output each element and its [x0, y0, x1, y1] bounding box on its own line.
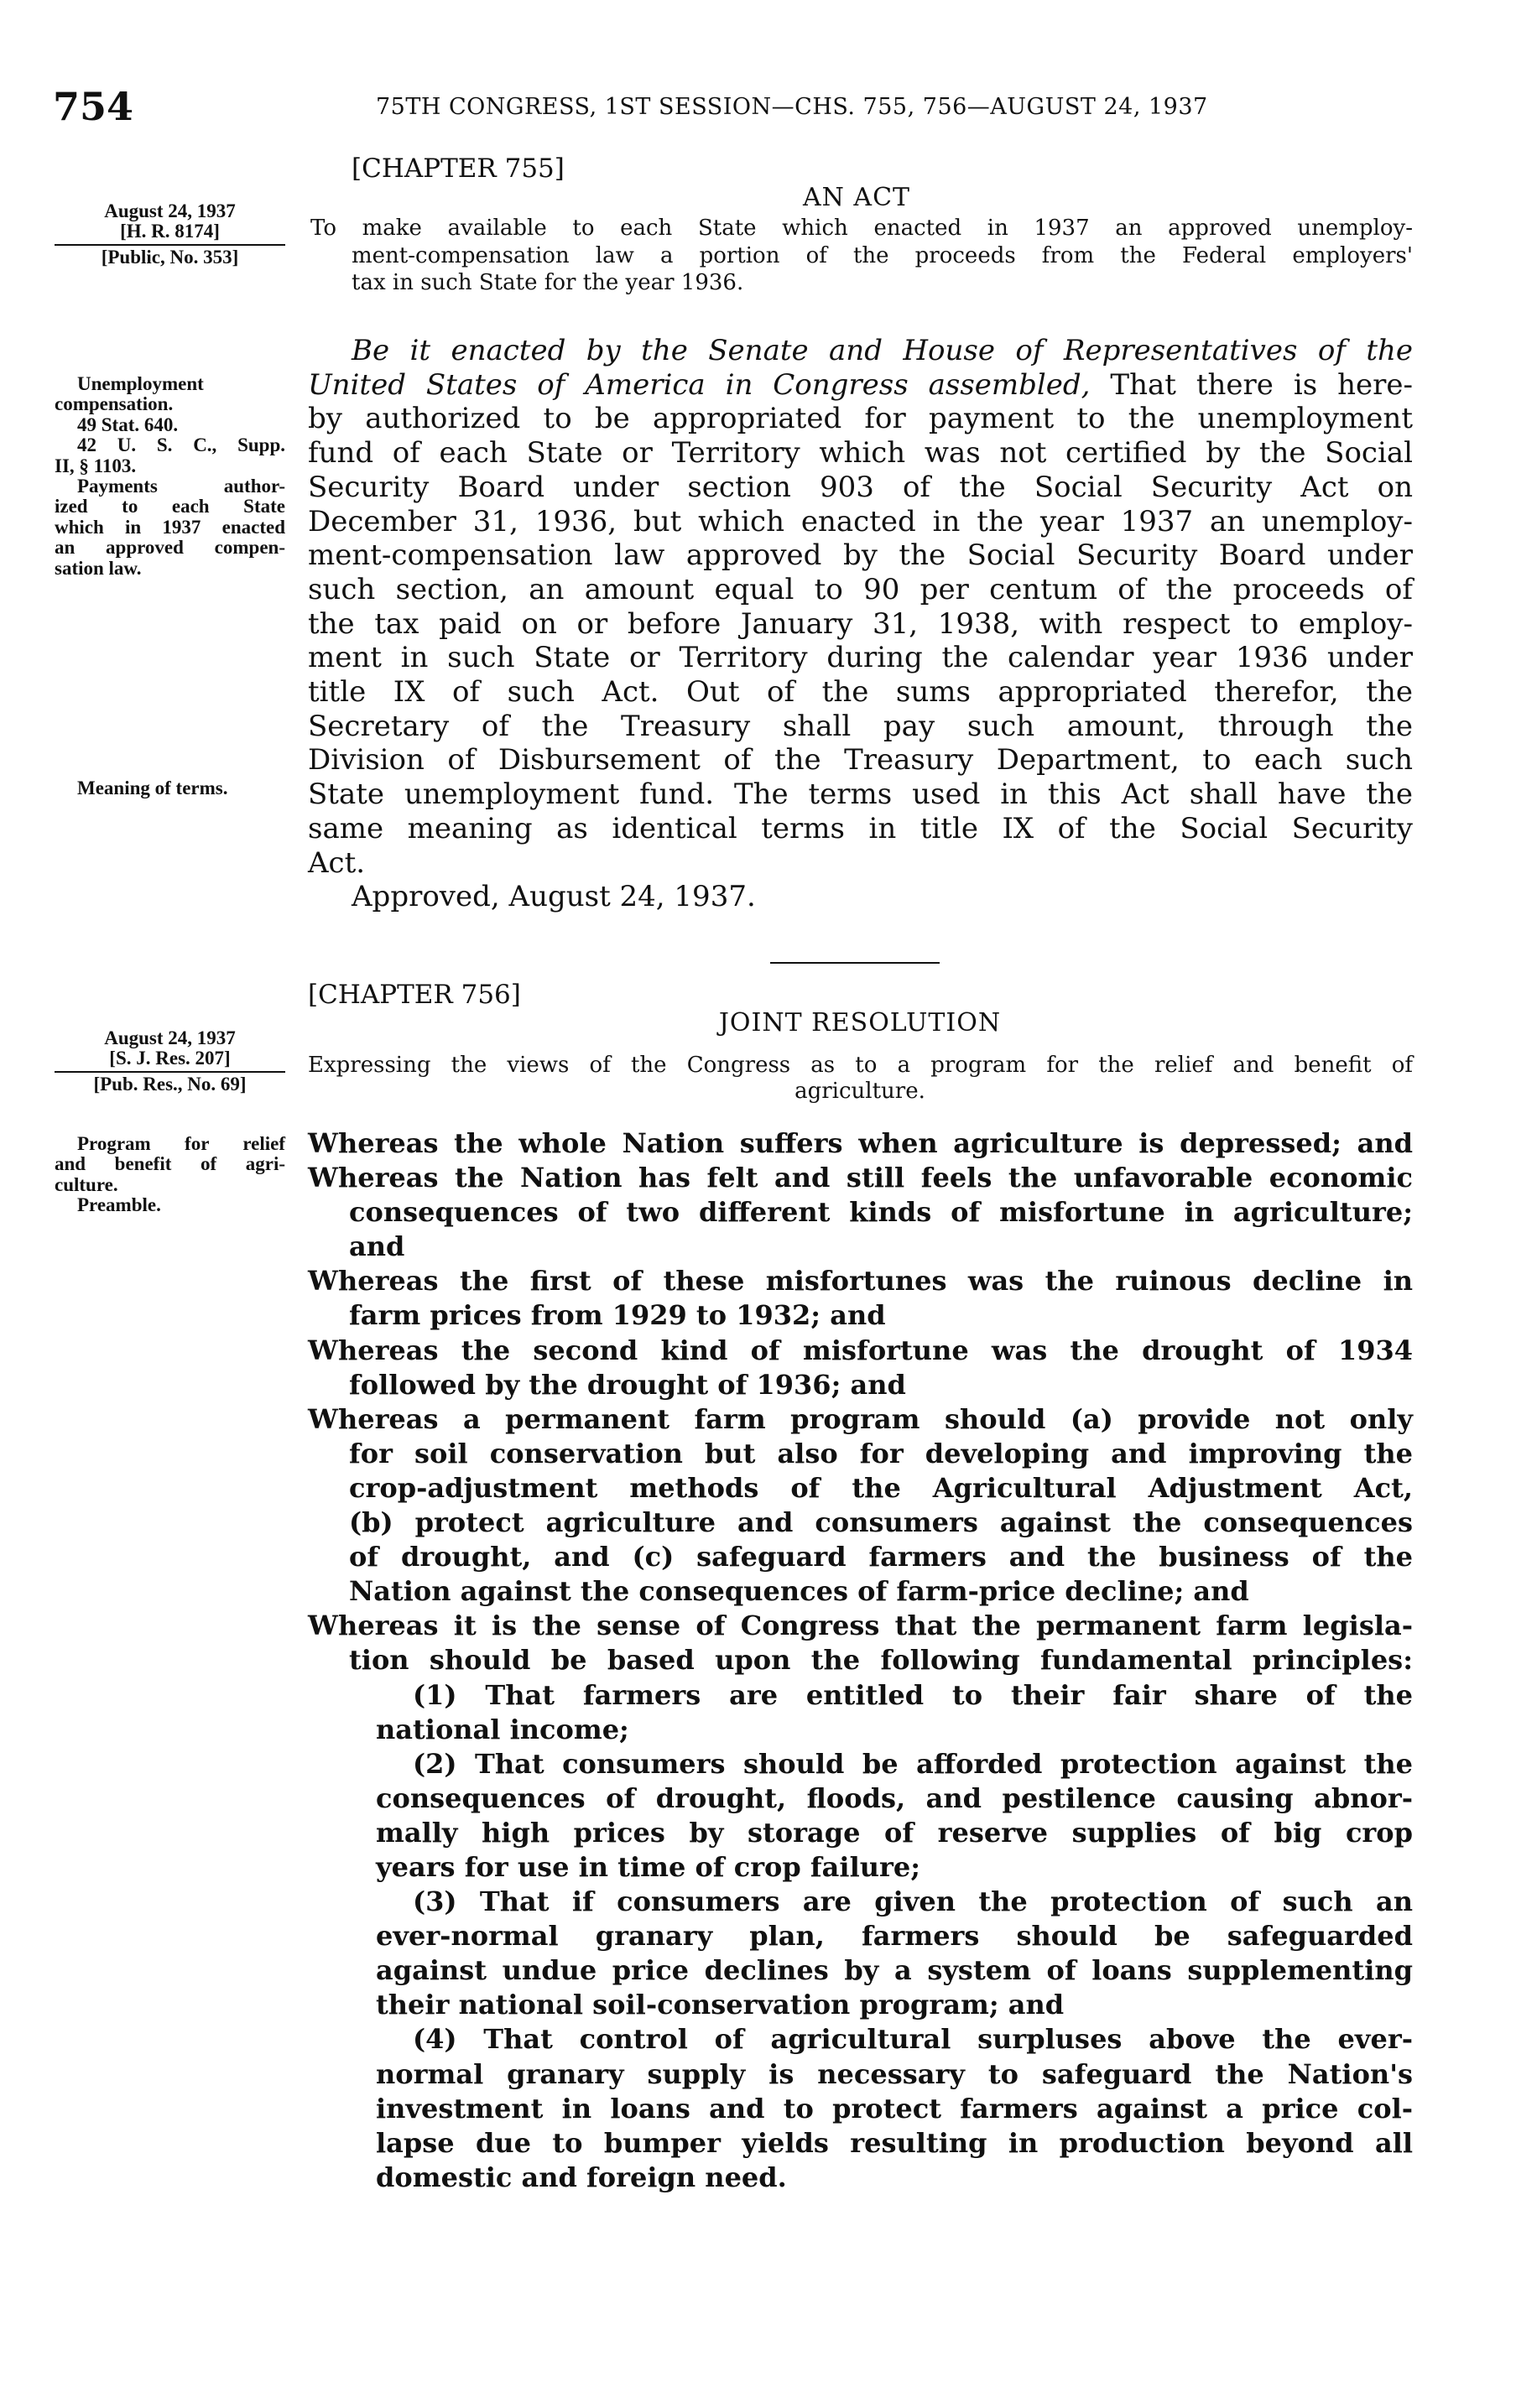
text-line: their national soil-conservation program; and — [376, 1989, 1065, 2021]
text-line: compensation. — [55, 393, 174, 415]
text-line: (1) That farmers are entitled to their fair share of the — [413, 1678, 1413, 1711]
running-head: 75TH CONGRESS, 1ST SESSION—CHS. 755, 756—AUGUST 24, 1937 — [376, 94, 1208, 120]
chapter-756-heading: [CHAPTER 756] — [308, 980, 521, 1010]
act-summary — [310, 215, 1413, 297]
text-line: by authorized to be appropriated for payment to the unemployment — [308, 402, 1413, 436]
resolution-summary-last: agriculture. — [794, 1079, 925, 1104]
text-line: mally high prices by storage of reserve supplies of big crop — [376, 1816, 1413, 1849]
text-line: Act. — [308, 845, 366, 880]
text-line: (2) That consumers should be afforded protection against the — [413, 1747, 1413, 1780]
text-line: investment in loans and to protect farmers against a price col- — [376, 2092, 1413, 2125]
text-line: Whereas a permanent farm program should (a) provide not only — [308, 1402, 1413, 1435]
text-line: such section, an amount equal to 90 per centum of the proceeds of — [308, 572, 1413, 606]
text-line: same meaning as identical terms in title IX of the Social Security — [308, 811, 1413, 845]
act-type-heading: AN ACT — [802, 183, 911, 212]
text-line: Meaning of terms. — [77, 778, 228, 798]
text-line: followed by the drought of 1936; and — [349, 1368, 906, 1401]
line-text: That there is here- — [1090, 367, 1413, 402]
text-line: tax in such State for the year 1936. — [352, 270, 744, 295]
margin-date: August 24, 1937 — [104, 200, 236, 221]
text-line: ever-normal granary plan, farmers should be safeguarded — [376, 1920, 1413, 1953]
resolution-summary — [308, 1053, 1413, 1079]
text-line: ized to each State — [55, 496, 285, 517]
text-line: Program for relief — [77, 1133, 285, 1154]
margin-rule — [55, 244, 285, 246]
text-line: consequences of drought, floods, and pestilence causing abnor- — [376, 1781, 1413, 1814]
text-line: of drought, and (c) safeguard farmers and the business of the — [349, 1541, 1413, 1573]
margin-citation-756 — [55, 1028, 285, 1095]
text-line: consequences of two different kinds of misfortune in agriculture; — [349, 1196, 1413, 1229]
text-line: 49 Stat. 640. — [77, 413, 179, 435]
text-line: national income; — [376, 1713, 629, 1745]
text-line: Nation against the consequences of farm-price decline; and — [349, 1575, 1249, 1608]
act-body — [308, 334, 1413, 914]
text-line: Preamble. — [77, 1194, 161, 1216]
text-line: To make available to each State which enacted in 1937 an approved unemploy- — [310, 216, 1413, 241]
page-number: 754 — [53, 84, 134, 129]
section-divider — [770, 962, 940, 964]
margin-notes-program — [55, 1134, 285, 1216]
text-line: Whereas the whole Nation suffers when agriculture is depressed; and — [308, 1127, 1413, 1159]
text-line: for soil conservation but also for developing and improving the — [349, 1437, 1413, 1469]
text-line: tion should be based upon the following fundamental principles: — [349, 1644, 1413, 1677]
resolution-type-heading: JOINT RESOLUTION — [718, 1008, 1002, 1038]
margin-rule — [55, 1071, 285, 1073]
resolution-preamble — [308, 1126, 1413, 2195]
text-line: Security Board under section 903 of the Social Security Act on — [308, 470, 1413, 504]
text-line: Secretary of the Treasury shall pay such amount, through the — [308, 709, 1413, 743]
text-line: the tax paid on or before January 31, 1938, with respect to employ- — [308, 606, 1413, 641]
text-line: fund of each State or Territory which was not certified by the Social — [308, 436, 1413, 471]
text-line — [308, 368, 1413, 403]
text-line: State unemployment fund. The terms used in this Act shall have the — [308, 778, 1413, 812]
text-line: and benefit of agri- — [55, 1153, 285, 1175]
text-line: an approved compen- — [55, 537, 285, 559]
text-line: II, § 1103. — [55, 455, 137, 476]
text-line: ment-compensation law approved by the Social Security Board under — [308, 538, 1413, 573]
text-line: Division of Disbursement of the Treasury Department, to each such — [308, 743, 1413, 778]
italic-text: Be it enacted by the Senate and House of Representatives of the — [352, 334, 1413, 367]
chapter-755-heading: [CHAPTER 755] — [352, 153, 565, 184]
text-line: December 31, 1936, but which enacted in the year 1937 an unemploy- — [308, 504, 1413, 538]
text-line: Whereas the Nation has felt and still feels the unfavorable economic — [308, 1162, 1413, 1194]
text-line: sation law. — [55, 557, 142, 579]
text-line: (b) protect agriculture and consumers against the consequences — [349, 1506, 1413, 1539]
margin-bill-number: [H. R. 8174] — [120, 221, 220, 242]
text-line: crop-adjustment methods of the Agricultural Adjustment Act, — [349, 1471, 1413, 1504]
text-line: Payments author- — [77, 476, 285, 497]
margin-public-law: [Pub. Res., No. 69] — [93, 1074, 247, 1095]
margin-note-meaning — [55, 778, 285, 798]
text-line: Unemployment — [77, 373, 204, 394]
text-line: against undue price declines by a system of loans supplementing — [376, 1954, 1413, 1987]
text-line: lapse due to bumper yields resulting in production beyond all — [376, 2126, 1413, 2159]
text-line: farm prices from 1929 to 1932; and — [349, 1299, 886, 1332]
text-line: (3) That if consumers are given the protection of such an — [413, 1885, 1413, 1918]
text-line: Expressing the views of the Congress as to a program for the relief and benefit of — [308, 1053, 1413, 1078]
text-line: normal granary supply is necessary to safeguard the Nation's — [376, 2057, 1413, 2090]
text-line: which in 1937 enacted — [55, 516, 285, 538]
text-line: Approved, August 24, 1937. — [352, 880, 756, 914]
margin-public-law: [Public, No. 353] — [101, 247, 239, 268]
text-line: ment-compensation law a portion of the proceeds from the Federal employers' — [352, 242, 1413, 268]
margin-notes-unemployment — [55, 374, 285, 579]
text-line: Whereas the second kind of misfortune was the drought of 1934 — [308, 1334, 1413, 1366]
margin-date: August 24, 1937 — [104, 1027, 236, 1048]
text-line: (4) That control of agricultural surpluses above the ever- — [413, 2023, 1413, 2056]
text-line: 42 U. S. C., Supp. — [77, 434, 285, 456]
text-line: years for use in time of crop failure; — [376, 1850, 921, 1883]
text-line — [308, 334, 1413, 368]
text-line: domestic and foreign need. — [376, 2161, 787, 2193]
text-line: culture. — [55, 1173, 118, 1195]
margin-citation-755 — [55, 201, 285, 268]
text-line: ment in such State or Territory during the calendar year 1936 under — [308, 641, 1413, 675]
italic-text: United States of America in Congress assembled, — [308, 367, 1091, 402]
text-line: title IX of such Act. Out of the sums appropriated therefor, the — [308, 675, 1413, 710]
text-line: Whereas it is the sense of Congress that the permanent farm legisla- — [308, 1610, 1413, 1642]
text-line: Whereas the first of these misfortunes was the ruinous decline in — [308, 1265, 1413, 1298]
margin-bill-number: [S. J. Res. 207] — [109, 1048, 231, 1069]
text-line: and — [349, 1230, 405, 1263]
